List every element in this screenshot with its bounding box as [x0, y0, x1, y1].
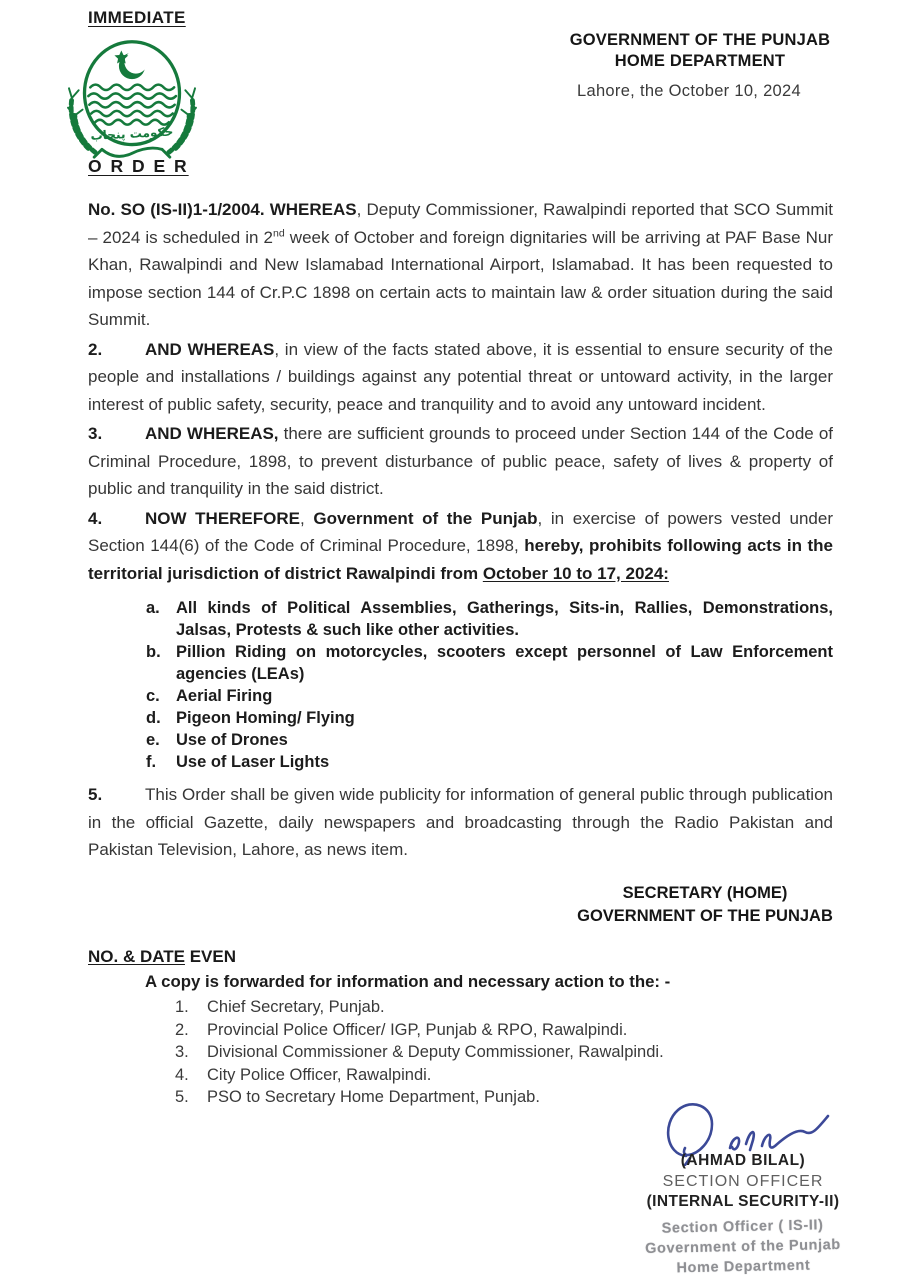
- distribution-text-2: Provincial Police Officer/ IGP, Punjab & RPO, Rawalpindi.: [207, 1020, 628, 1039]
- org-line1: GOVERNMENT OF THE PUNJAB: [569, 31, 831, 49]
- paragraph-4: [88, 505, 833, 588]
- signer-section: (INTERNAL SECURITY-II): [646, 1193, 840, 1210]
- paragraph-1: [88, 196, 833, 334]
- paragraph-2-number: 2.: [88, 339, 103, 359]
- act-label-e: e.: [146, 731, 160, 749]
- signatory-title: SECRETARY (HOME): [622, 884, 788, 902]
- paragraph-2-lead: AND WHEREAS: [145, 339, 275, 359]
- signer-title: SECTION OFFICER: [662, 1173, 824, 1190]
- stamp-line-1: Section Officer ( IS-II): [661, 1217, 824, 1237]
- distribution-block: [88, 946, 833, 1109]
- distribution-item-4: [175, 1064, 833, 1087]
- act-text-c: Aerial Firing: [176, 687, 273, 705]
- distribution-num-2: 2.: [175, 1020, 189, 1039]
- dateline: Lahore, the October 10, 2024: [577, 82, 801, 100]
- act-label-a: a.: [146, 599, 160, 617]
- org-header: [565, 30, 835, 72]
- distribution-item-1: [175, 996, 833, 1019]
- act-text-f: Use of Laser Lights: [176, 753, 330, 771]
- copy-forwarded-line: A copy is forwarded for information and necessary action to the: -: [145, 971, 671, 991]
- act-text-e: Use of Drones: [176, 731, 288, 749]
- paragraph-4-sep: ,: [300, 508, 314, 528]
- distribution-num-5: 5.: [175, 1088, 189, 1106]
- paragraph-4-lead: NOW THEREFORE: [145, 508, 300, 528]
- stamp-line-3: Home Department: [676, 1257, 811, 1277]
- prohibited-act-a: [146, 597, 833, 641]
- prohibited-act-f: [146, 751, 833, 773]
- prohibited-act-e: [146, 729, 833, 751]
- paragraph-4-org: Government of the Punjab: [313, 508, 538, 528]
- urgency-label: IMMEDIATE: [88, 8, 186, 27]
- stamp-line-2: Government of the Punjab: [645, 1236, 841, 1258]
- distribution-item-2: [175, 1019, 833, 1042]
- signer-name: (AHMAD BILAL): [680, 1152, 806, 1169]
- emblem-urdu-text: حکومت پنجاب: [90, 124, 174, 143]
- signatory-block: [575, 882, 835, 928]
- distribution-reference: [88, 946, 833, 969]
- paragraph-1-rest: week of October and foreign dignitaries will be arriving at PAF Base Nur Khan, Rawalpindi and New Islamabad International Airport, Islamabad. It has been requested to impose section 144 of Cr.P.C 1898 on certain acts to maintain law & order situation during the said Summit.: [88, 227, 833, 329]
- distribution-ref-underlined: NO. & DATE: [88, 947, 185, 966]
- org-line2: HOME DEPARTMENT: [614, 52, 786, 70]
- paragraph-2: [88, 336, 833, 419]
- paragraph-4-text: , in exercise of powers vested under Section 144(6) of the Code of Criminal Procedure, 1898,: [88, 508, 833, 555]
- act-label-c: c.: [146, 687, 160, 705]
- act-label-d: d.: [146, 709, 161, 727]
- prohibited-acts-list: [146, 597, 833, 773]
- reference-number: No. SO (IS-II)1-1/2004. WHEREAS: [88, 200, 357, 219]
- paragraph-3-lead: AND WHEREAS,: [145, 424, 279, 443]
- distribution-text-3: Divisional Commissioner & Deputy Commissioner, Rawalpindi.: [207, 1043, 664, 1061]
- prohibition-dates: October 10 to 17, 2024:: [482, 563, 669, 583]
- punjab-emblem-icon: [58, 34, 206, 162]
- distribution-text-1: Chief Secretary, Punjab.: [207, 998, 385, 1016]
- office-stamp: [627, 1215, 858, 1280]
- distribution-num-4: 4.: [175, 1065, 189, 1084]
- distribution-ref-rest: EVEN: [184, 947, 236, 966]
- act-text-d: Pigeon Homing/ Flying: [176, 709, 355, 727]
- paragraph-2-text: , in view of the facts stated above, it is essential to ensure security of the people and installations / buildings against any potential threat or untoward activity, in the larger interest of public safety, security, peace and tranquility and to avoid any untoward incident.: [88, 339, 833, 414]
- paragraph-4-number: 4.: [88, 508, 103, 528]
- paragraph-3-text: there are sufficient grounds to proceed under Section 144 of the Code of Criminal Procedure, 1898, to prevent disturbance of public peace, safety of lives & property of public and tranquility in the said district.: [88, 424, 833, 498]
- document-title: O R D E R: [88, 156, 189, 176]
- paragraph-5-text: This Order shall be given wide publicity for information of general public through publication in the official Gazette, daily newspapers and broadcasting through the Radio Pakistan and Pakistan Television, Lahore, as news item.: [88, 785, 833, 859]
- paragraph-5-number: 5.: [88, 785, 103, 804]
- distribution-text-5: PSO to Secretary Home Department, Punjab.: [207, 1088, 540, 1106]
- act-label-b: b.: [146, 643, 161, 661]
- paragraph-3-number: 3.: [88, 424, 103, 443]
- paragraph-1-text: , Deputy Commissioner, Rawalpindi reported that SCO Summit – 2024 is scheduled in 2: [88, 200, 833, 247]
- prohibited-act-d: [146, 707, 833, 729]
- act-text-a: All kinds of Political Assemblies, Gatherings, Sits-in, Rallies, Demonstrations, Jalsas, Protests & such like other activities.: [176, 599, 833, 639]
- distribution-item-3: [175, 1041, 833, 1064]
- act-text-b: Pillion Riding on motorcycles, scooters except personnel of Law Enforcement agencies (LEAs): [176, 643, 833, 683]
- prohibited-act-c: [146, 685, 833, 707]
- act-label-f: f.: [146, 753, 157, 771]
- distribution-text-4: City Police Officer, Rawalpindi.: [207, 1065, 432, 1084]
- prohibited-act-b: [146, 641, 833, 685]
- ordinal-superscript: nd: [273, 226, 285, 239]
- paragraph-4-bold: hereby, prohibits following acts in the territorial jurisdiction of district Rawalpindi from: [88, 536, 833, 583]
- order-body: [88, 196, 833, 866]
- paragraph-5: [88, 781, 833, 864]
- signature-block: [628, 1098, 858, 1277]
- signatory-org: GOVERNMENT OF THE PUNJAB: [577, 907, 833, 925]
- distribution-num-3: 3.: [175, 1043, 189, 1061]
- paragraph-3: [88, 420, 833, 503]
- distribution-num-1: 1.: [175, 998, 189, 1016]
